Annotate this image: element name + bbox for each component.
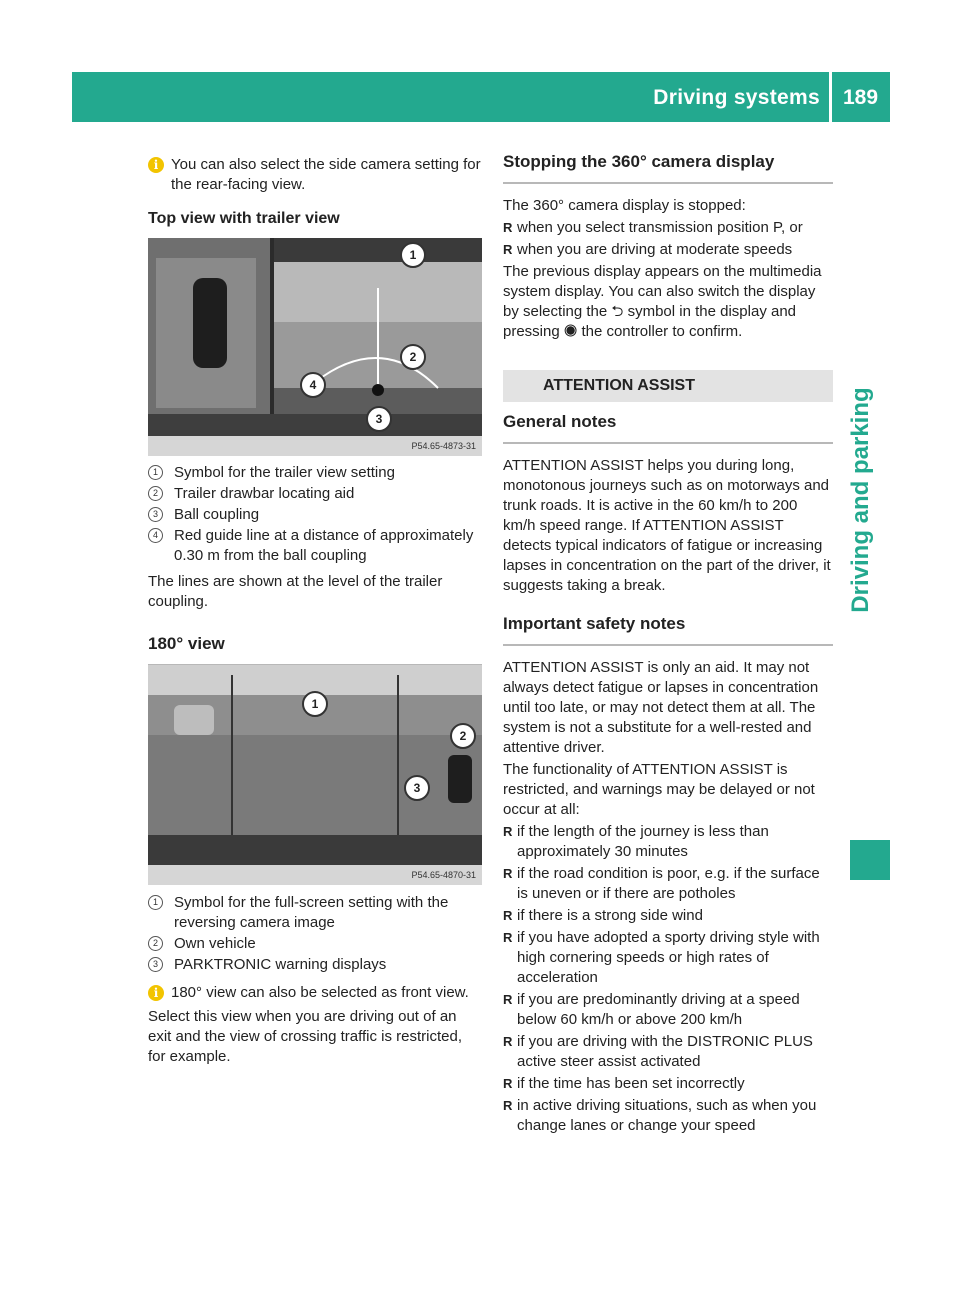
page-number: 189 <box>843 86 879 109</box>
legend-item <box>148 526 482 566</box>
paragraph: ATTENTION ASSIST is only an aid. It may not always detect fatigue or lapses in concentration until too late, or may not detect them at all. The system is not a substitute for a well-rested and attentive driver. <box>503 659 819 756</box>
legend-list <box>148 463 482 566</box>
figure-180-view <box>148 665 482 885</box>
callout-1: 1 <box>400 242 426 268</box>
legend-number: 3 <box>148 507 163 522</box>
info-note <box>148 983 482 1003</box>
legend-text: Red guide line at a distance of approximately 0.30 m from the ball coupling <box>174 527 474 564</box>
legend-number: 2 <box>148 936 163 951</box>
legend-item <box>148 484 482 504</box>
bullet-item: R when you select transmission position P, or <box>503 218 833 238</box>
bullet-item: R if you are predominantly driving at a speed below 60 km/h or above 200 km/h <box>503 990 833 1030</box>
legend-text: Ball coupling <box>174 506 260 523</box>
callout-3: 3 <box>404 775 430 801</box>
legend-number: 4 <box>148 528 163 543</box>
legend-number: 1 <box>148 895 163 910</box>
section-title: Top view with trailer view <box>148 210 340 227</box>
section-title: General notes <box>503 412 833 444</box>
callout-3: 3 <box>366 406 392 432</box>
callout-1: 1 <box>302 691 328 717</box>
legend-item <box>148 934 482 954</box>
bullet-item: R if you have adopted a sporty driving style with high cornering speeds or high rates of acceleration <box>503 928 833 988</box>
legend-item <box>148 955 482 975</box>
paragraph: ATTENTION ASSIST helps you during long, monotonous journeys such as on motorways and trunk roads. It is active in the 60 km/h to 200 km/h speed range. If ATTENTION ASSIST detects typical indicators of fatigue or increasing lapses in concentration on the part of the driver, it suggests taking a break. <box>503 457 831 594</box>
figure-code: P54.65-4873-31 <box>148 436 482 456</box>
legend-number: 3 <box>148 957 163 972</box>
paragraph: The previous display appears on the multimedia system display. You can also switch the display by selecting the ⮌ symbol in the display and pressing ◉ the controller to confirm. <box>503 263 822 340</box>
paragraph: The functionality of ATTENTION ASSIST is restricted, and warnings may be delayed or not occur at all: <box>503 761 815 818</box>
legend-text: Symbol for the full-screen setting with the reversing camera image <box>174 894 449 931</box>
legend-number: 2 <box>148 486 163 501</box>
callout-2: 2 <box>400 344 426 370</box>
bullet-item: R if the length of the journey is less than approximately 30 minutes <box>503 822 833 862</box>
side-tab-label: Driving and parking <box>847 387 874 613</box>
figure-code: P54.65-4870-31 <box>148 865 482 885</box>
legend-text: PARKTRONIC warning displays <box>174 956 387 973</box>
side-tab-marker <box>850 840 890 880</box>
legend-item <box>148 505 482 525</box>
bullet-item: R when you are driving at moderate speeds <box>503 240 833 260</box>
info-text: 180° view can also be selected as front view. <box>171 984 469 1001</box>
figure-top-view-illustration <box>148 238 482 436</box>
side-tab <box>840 320 882 680</box>
section-title: Stopping the 360° camera display <box>503 152 833 184</box>
section-title: Important safety notes <box>503 614 833 646</box>
legend-text: Symbol for the trailer view setting <box>174 464 395 481</box>
bullet-item: R if you are driving with the DISTRONIC PLUS active steer assist activated <box>503 1032 833 1072</box>
info-icon: i <box>148 157 164 173</box>
header-title: Driving systems <box>653 86 820 109</box>
bullet-item: R if the time has been set incorrectly <box>503 1074 833 1094</box>
bullet-item: R if there is a strong side wind <box>503 906 833 926</box>
paragraph: The 360° camera display is stopped: <box>503 197 746 214</box>
right-column <box>503 152 833 1136</box>
legend-text: Trailer drawbar locating aid <box>174 485 355 502</box>
figure-top-view-trailer <box>148 238 482 456</box>
attention-assist-bar: ATTENTION ASSIST <box>503 370 833 402</box>
paragraph: The lines are shown at the level of the trailer coupling. <box>148 573 443 610</box>
legend-item <box>148 463 482 483</box>
info-icon: i <box>148 985 164 1001</box>
left-column-bottom <box>148 893 482 1067</box>
paragraph: Select this view when you are driving out of an exit and the view of crossing traffic is restricted, for example. <box>148 1008 463 1065</box>
legend-item <box>148 893 482 933</box>
info-note <box>148 155 482 195</box>
left-column <box>148 155 482 229</box>
legend-text: Own vehicle <box>174 935 256 952</box>
info-text: You can also select the side camera setting for the rear-facing view. <box>171 156 481 193</box>
header-separator <box>829 72 832 122</box>
legend-number: 1 <box>148 465 163 480</box>
left-column-mid <box>148 463 482 666</box>
bullet-item: R in active driving situations, such as when you change lanes or change your speed <box>503 1096 833 1136</box>
callout-2: 2 <box>450 723 476 749</box>
section-title: 180° view <box>148 634 482 666</box>
bullet-item: R if the road condition is poor, e.g. if the surface is uneven or if there are potholes <box>503 864 833 904</box>
callout-4: 4 <box>300 372 326 398</box>
